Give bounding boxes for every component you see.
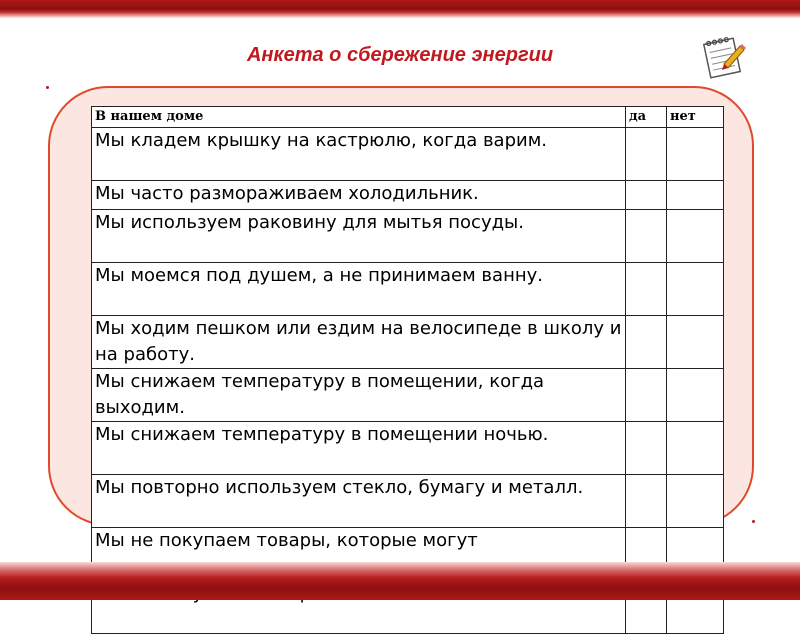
- no-cell[interactable]: [667, 316, 724, 369]
- no-cell[interactable]: [667, 475, 724, 528]
- table-row: [92, 263, 724, 316]
- table-row: [92, 128, 724, 181]
- question-cell: Мы используем раковину для мытья посуды.: [92, 210, 626, 263]
- no-cell[interactable]: [667, 210, 724, 263]
- yes-cell[interactable]: [626, 422, 667, 475]
- header-yes: да: [626, 107, 667, 128]
- no-cell[interactable]: [667, 422, 724, 475]
- yes-cell[interactable]: [626, 475, 667, 528]
- yes-cell[interactable]: [626, 316, 667, 369]
- notepad-pencil-icon: [700, 32, 748, 80]
- yes-cell[interactable]: [626, 128, 667, 181]
- no-cell[interactable]: [667, 263, 724, 316]
- table-row: [92, 422, 724, 475]
- yes-cell[interactable]: [626, 369, 667, 422]
- table-row: [92, 369, 724, 422]
- energy-survey-table: [91, 106, 724, 634]
- no-cell[interactable]: [667, 369, 724, 422]
- question-cell: Мы кладем крышку на кастрюлю, когда варим.: [92, 128, 626, 181]
- question-cell: Мы часто размораживаем холодильник.: [92, 181, 626, 210]
- question-cell: Мы снижаем температуру в помещении, когда выходим.: [92, 369, 626, 422]
- table-row: [92, 316, 724, 369]
- question-cell: Мы ходим пешком или ездим на велосипеде в школу и на работу.: [92, 316, 626, 369]
- table-row: [92, 181, 724, 210]
- decorative-dot: [46, 86, 49, 89]
- header-in-our-house: В нашем доме: [92, 107, 626, 128]
- question-cell: Мы повторно используем стекло, бумагу и металл.: [92, 475, 626, 528]
- yes-cell[interactable]: [626, 181, 667, 210]
- table-row: [92, 210, 724, 263]
- header-no: нет: [667, 107, 724, 128]
- question-cell: Мы не покупаем товары, которые могут: [92, 528, 626, 581]
- yes-cell[interactable]: [626, 210, 667, 263]
- table-header-row: [92, 107, 724, 128]
- yes-cell[interactable]: [626, 263, 667, 316]
- table-row: [92, 475, 724, 528]
- no-cell[interactable]: [667, 128, 724, 181]
- question-cell: Мы снижаем температуру в помещении ночью.: [92, 422, 626, 475]
- bottom-decorative-band: [0, 562, 800, 600]
- top-decorative-band: [0, 0, 800, 18]
- decorative-dot: [752, 520, 755, 523]
- page-title: Анкета о сбережение энергии: [246, 44, 554, 66]
- question-cell: Мы моемся под душем, а не принимаем ванну.: [92, 263, 626, 316]
- no-cell[interactable]: [667, 181, 724, 210]
